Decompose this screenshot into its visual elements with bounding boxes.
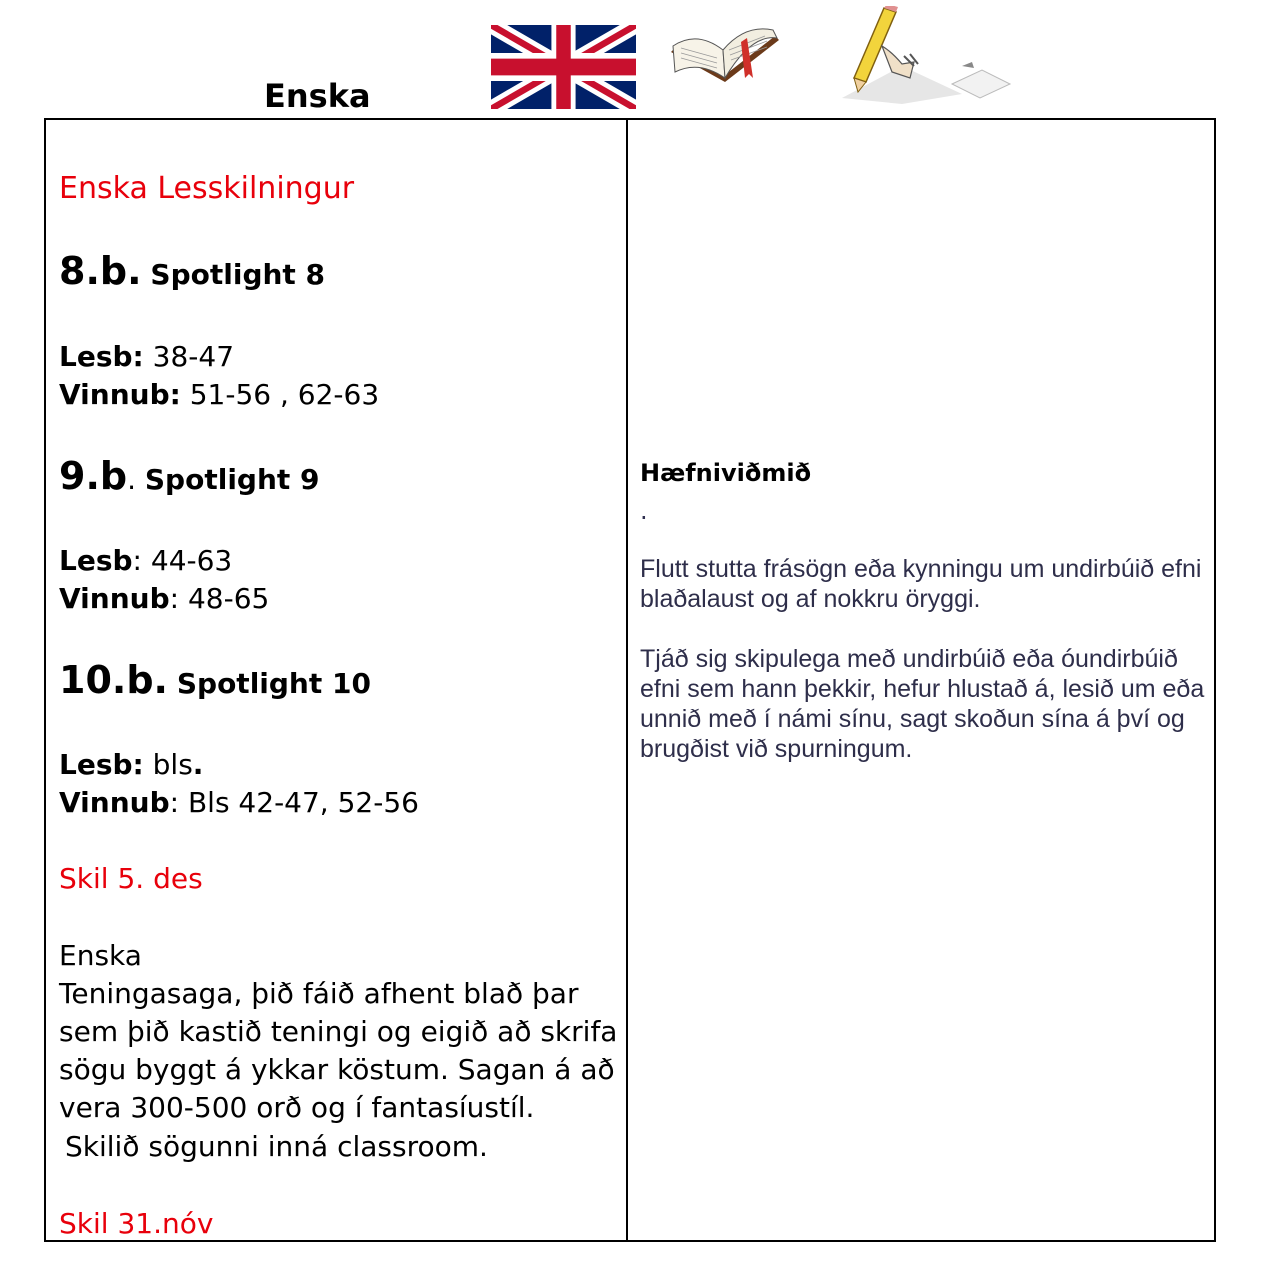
deadline-2: Skil 31.nóv <box>59 1207 214 1240</box>
task-title: Enska <box>59 939 142 972</box>
grade8-title: 8.b. Spotlight 8 <box>59 249 326 293</box>
section-heading: Enska Lesskilningur <box>59 171 355 206</box>
pencil-writing-icon <box>822 6 1012 106</box>
column-divider <box>626 120 628 1240</box>
competence-paragraph-1: Flutt stutta frásögn eða kynningu um undirbúið efni blaðalaust og af nokkru öryggi. <box>640 555 1202 613</box>
grade10-vinnub: Vinnub: Bls 42-47, 52-56 <box>59 786 419 819</box>
content-table <box>44 118 1216 1242</box>
grade10-title: 10.b. Spotlight 10 <box>59 658 371 702</box>
deadline-1: Skil 5. des <box>59 862 203 895</box>
task-text: Teningasaga, þið fáið afhent blað þar sem þið kastið teningi og eigið að skrifa sögu byggt á ykkar köstum. Sagan á að vera 300-500 orð og í fantasíustíl. <box>59 977 618 1124</box>
grade9-lesb: Lesb: 44-63 <box>59 544 233 577</box>
competence-heading: Hæfniviðmið <box>640 459 812 487</box>
grade9-vinnub: Vinnub: 48-65 <box>59 582 270 615</box>
grade9-title: 9.b. Spotlight 9 <box>59 454 320 498</box>
competence-dot: . <box>640 497 648 525</box>
grade8-vinnub: Vinnub: 51-56 , 62-63 <box>59 378 380 411</box>
open-book-icon <box>667 20 782 95</box>
grade8-lesb: Lesb: 38-47 <box>59 340 235 373</box>
grade10-lesb: Lesb: bls. <box>59 748 204 781</box>
page-title: Enska <box>264 77 371 115</box>
uk-flag-icon <box>491 25 636 109</box>
task-submit: Skilið sögunni inná classroom. <box>65 1130 488 1163</box>
competence-paragraph-2: Tjáð sig skipulega með undirbúið eða óundirbúið efni sem hann þekkir, hefur hlustað á, lesið um eða unnið með í námi sínu, sagt skoðun sína á því og brugðist við spurningum. <box>640 645 1205 763</box>
